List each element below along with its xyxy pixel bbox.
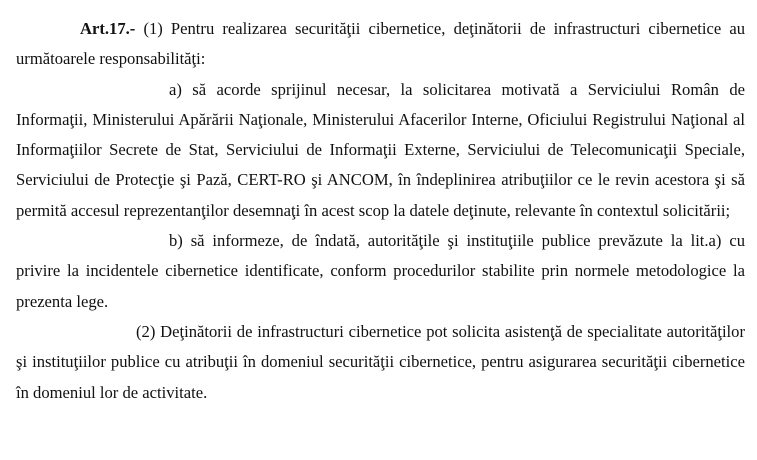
article-17-paragraph-2: (2) Deţinătorii de infrastructuri cibernetice pot solicita asistenţă de specialitate autorităţilor şi instituţiilor publice cu atribuţii în domeniul securităţii cibernetice, pentru asigurarea securităţii cibernetice în domeniul lor de activitate. [16,321,745,402]
article-label: Art.17.- [80,19,136,38]
paragraph-1-intro-text: (1) Pentru realizarea securităţii cibernetice, deţinătorii de infrastructuri cibernetice au următoarele responsabilităţi: [16,19,745,69]
article-17-paragraph-1-intro [16,14,745,75]
paragraph-1-item-a: a) să acorde sprijinul necesar, la solicitarea motivată a Serviciului Român de Informaţii, Ministerului Apărării Naţionale, Ministerului Afacerilor Interne, Oficiului Registrului Naţional al Informaţiilor Secrete de Stat, Serviciului de Informaţii Externe, Serviciului de Telecomunicaţii Speciale, Serviciului de Protecţie şi Pază, CERT-RO şi ANCOM, în îndeplinirea atribuţiilor ce le revin acestora şi să permită accesul reprezentanţilor desemnaţi în acest scop la datele deţinute, relevante în contextul solicitării; [16,79,745,220]
paragraph-1-item-b: b) să informeze, de îndată, autorităţile şi instituţiile publice prevăzute la lit.a) cu privire la incidentele cibernetice identificate, conform procedurilor stabilite prin normele metodologice la prezenta lege. [16,231,745,311]
